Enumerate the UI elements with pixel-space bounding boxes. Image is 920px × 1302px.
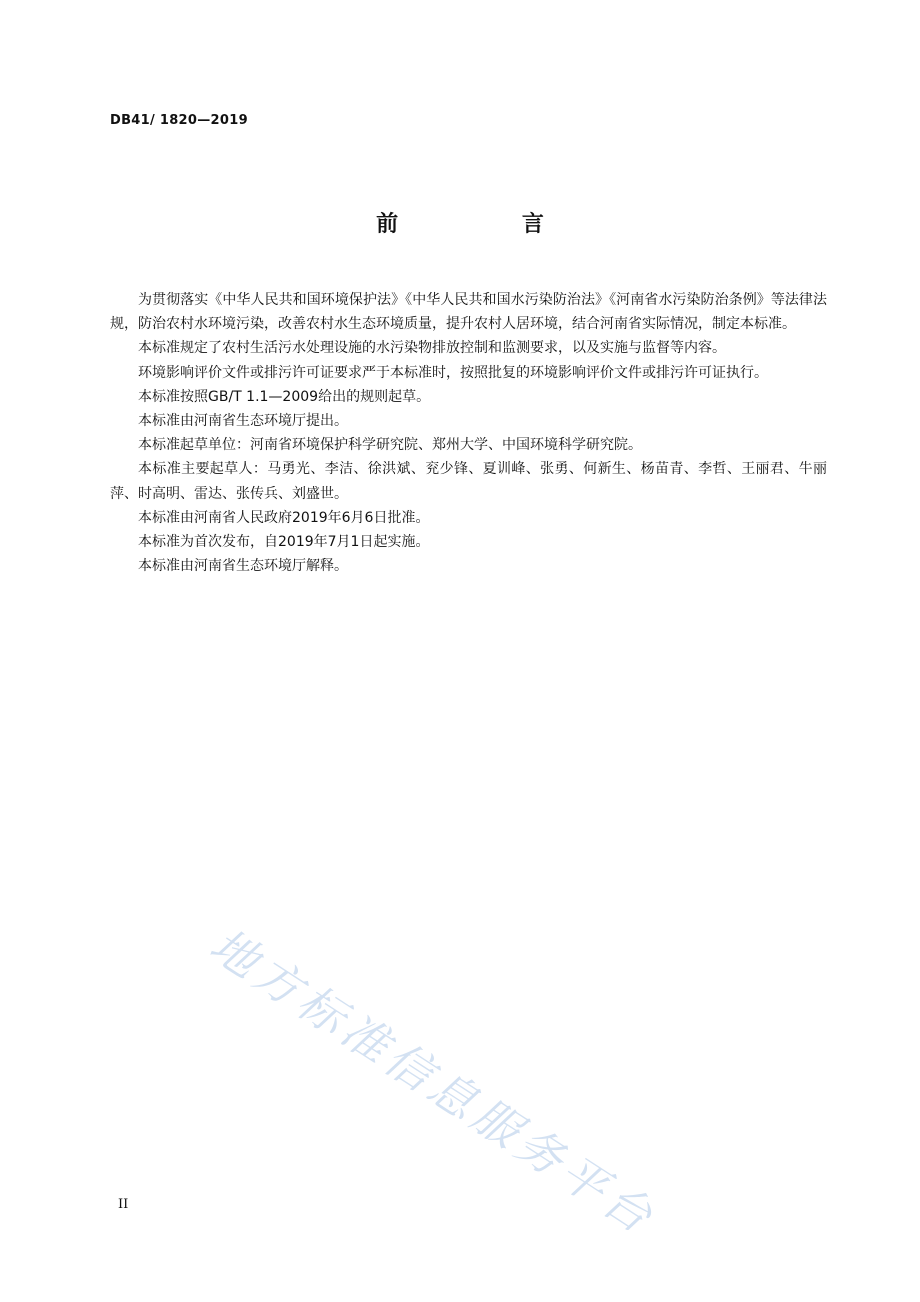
paragraph-drafting-rules: 本标准按照GB/T 1.1—2009给出的规则起草。 bbox=[138, 388, 431, 405]
paragraph-scope: 本标准规定了农村生活污水处理设施的水污染物排放控制和监测要求，以及实施与监督等内容。 bbox=[138, 340, 726, 357]
page-title: 前 言 bbox=[376, 212, 602, 237]
watermark: 地方标准信息服务平台 bbox=[200, 917, 667, 1247]
page-number: II bbox=[118, 1197, 129, 1212]
foreword-body bbox=[110, 288, 827, 578]
paragraph-drafting-units: 本标准起草单位：河南省环境保护科学研究院、郑州大学、中国环境科学研究院。 bbox=[138, 437, 642, 454]
paragraph-proposer: 本标准由河南省生态环境厅提出。 bbox=[138, 413, 348, 430]
paragraph-drafters: 本标准主要起草人：马勇光、李洁、徐洪斌、兖少锋、夏训峰、张勇、何新生、杨苗青、李哲、王丽君、牛丽萍、时高明、雷达、张传兵、刘盛世。 bbox=[110, 461, 827, 502]
paragraph-interpretation: 本标准由河南省生态环境厅解释。 bbox=[138, 558, 348, 575]
paragraph-implementation: 本标准为首次发布，自2019年7月1日起实施。 bbox=[138, 534, 430, 551]
paragraph-stricter-requirements: 环境影响评价文件或排污许可证要求严于本标准时，按照批复的环境影响评价文件或排污许可证执行。 bbox=[138, 364, 768, 381]
paragraph-purpose: 为贯彻落实《中华人民共和国环境保护法》《中华人民共和国水污染防治法》《河南省水污染防治条例》等法律法规，防治农村水环境污染，改善农村水生态环境质量，提升农村人居环境，结合河南省实际情况，制定本标准。 bbox=[110, 292, 827, 333]
paragraph-approval: 本标准由河南省人民政府2019年6月6日批准。 bbox=[138, 509, 430, 526]
standard-code: DB41/ 1820—2019 bbox=[110, 113, 248, 128]
